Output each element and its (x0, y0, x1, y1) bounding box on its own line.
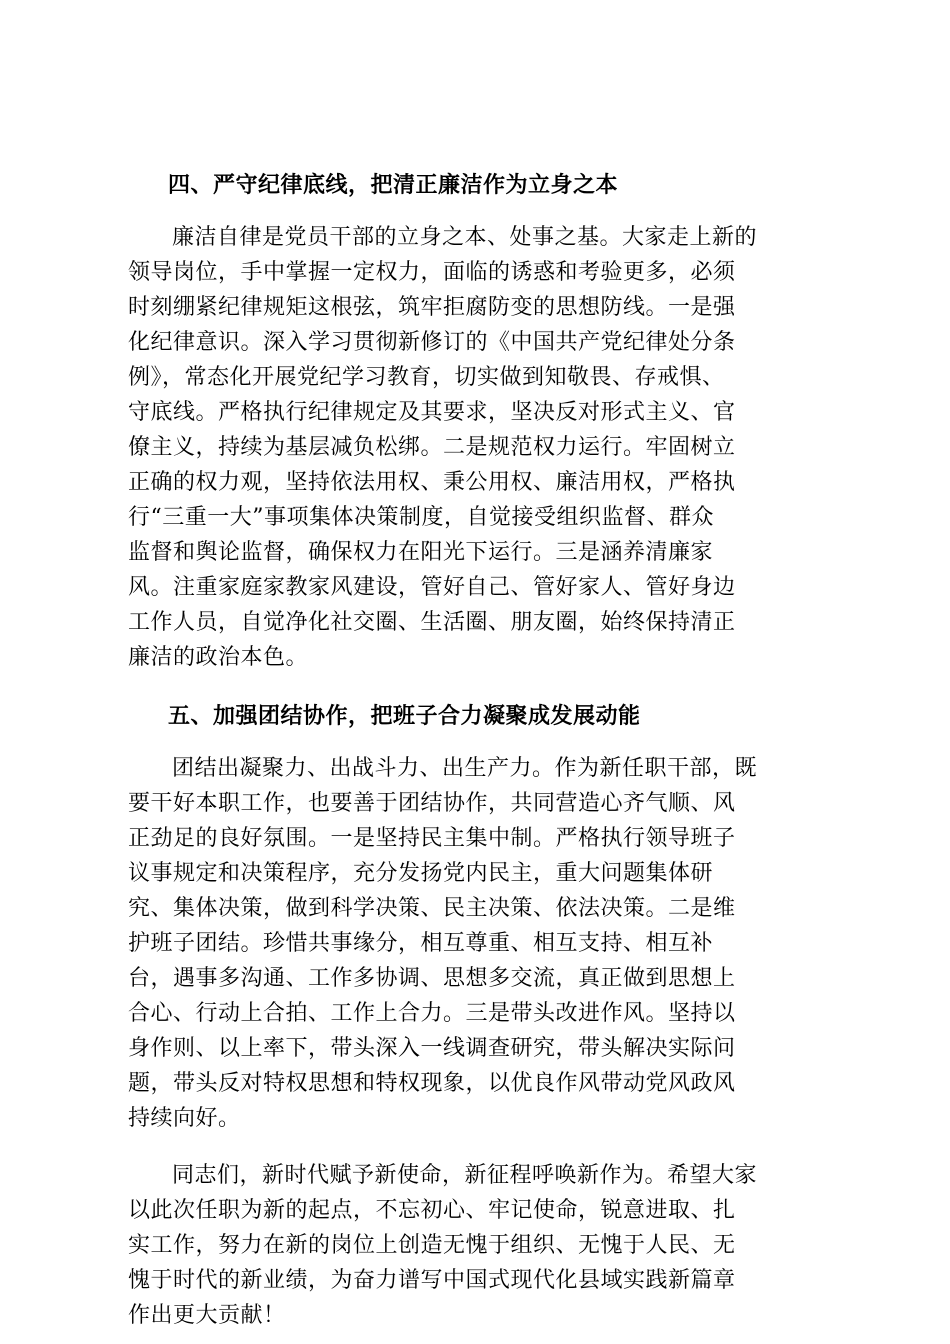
paragraph-line: 团结出凝聚力、出战斗力、出生产力。作为新任职干部，既 (172, 756, 758, 781)
section-heading-5: 五、加强团结协作，把班子合力凝聚成发展动能 (168, 704, 641, 729)
paragraph-line: 僚主义，持续为基层减负松绑。二是规范权力运行。牢固树立 (128, 435, 736, 460)
paragraph-line: 守底线。严格执行纪律规定及其要求，坚决反对形式主义、官 (128, 400, 736, 425)
paragraph-line: 正劲足的良好氛围。一是坚持民主集中制。严格执行领导班子 (128, 826, 736, 851)
section-heading-4: 四、严守纪律底线，把清正廉洁作为立身之本 (168, 173, 619, 198)
paragraph-line: 要干好本职工作，也要善于团结协作，共同营造心齐气顺、风 (128, 791, 736, 816)
paragraph-line: 监督和舆论监督，确保权力在阳光下运行。三是涵养清廉家 (128, 540, 714, 565)
paragraph-line: 护班子团结。珍惜共事缘分，相互尊重、相互支持、相互补 (128, 931, 714, 956)
paragraph-line: 台，遇事多沟通、工作多协调、思想多交流，真正做到思想上 (128, 966, 736, 991)
paragraph-line: 实工作，努力在新的岗位上创造无愧于组织、无愧于人民、无 (128, 1233, 736, 1258)
paragraph-line: 化纪律意识。深入学习贯彻新修订的《中国共产党纪律处分条 (128, 330, 736, 355)
section-paragraph-4 (128, 220, 828, 675)
spacer (128, 675, 828, 697)
paragraph-line: 合心、行动上合拍、工作上合力。三是带头改进作风。坚持以 (128, 1001, 736, 1026)
spacer (128, 206, 828, 220)
paragraph-line: 作出更大贡献！ (128, 1303, 286, 1328)
spacer (128, 1136, 828, 1158)
document-body (128, 166, 828, 1333)
paragraph-line: 题，带头反对特权思想和特权现象，以优良作风带动党风政风 (128, 1071, 736, 1096)
paragraph-line: 行“三重一大”事项集体决策制度，自觉接受组织监督、群众 (128, 505, 714, 530)
paragraph-line: 持续向好。 (128, 1106, 241, 1131)
paragraph-line: 工作人员，自觉净化社交圈、生活圈、朋友圈，始终保持清正 (128, 610, 736, 635)
paragraph-line: 愧于时代的新业绩，为奋力谱写中国式现代化县域实践新篇章 (128, 1268, 736, 1293)
paragraph-line: 以此次任职为新的起点，不忘初心、牢记使命，锐意进取、扎 (128, 1198, 736, 1223)
paragraph-line: 议事规定和决策程序，充分发扬党内民主，重大问题集体研 (128, 861, 714, 886)
paragraph-line: 同志们，新时代赋予新使命，新征程呼唤新作为。希望大家 (172, 1163, 758, 1188)
paragraph-line: 身作则、以上率下，带头深入一线调查研究，带头解决实际问 (128, 1036, 736, 1061)
paragraph-line: 领导岗位，手中掌握一定权力，面临的诱惑和考验更多，必须 (128, 260, 736, 285)
paragraph-line: 风。注重家庭家教家风建设，管好自己、管好家人、管好身边 (128, 575, 736, 600)
section-paragraph-5 (128, 751, 828, 1136)
paragraph-line: 时刻绷紧纪律规矩这根弦，筑牢拒腐防变的思想防线。一是强 (128, 295, 736, 320)
paragraph-line: 究、集体决策，做到科学决策、民主决策、依法决策。二是维 (128, 896, 736, 921)
closing-paragraph (128, 1158, 828, 1333)
paragraph-line: 例》，常态化开展党纪学习教育，切实做到知敬畏、存戒惧、 (128, 365, 725, 390)
spacer (128, 737, 828, 751)
paragraph-line: 廉洁的政治本色。 (128, 645, 309, 670)
paragraph-line: 廉洁自律是党员干部的立身之本、处事之基。大家走上新的 (172, 225, 758, 250)
paragraph-line: 正确的权力观，坚持依法用权、秉公用权、廉洁用权，严格执 (128, 470, 736, 495)
